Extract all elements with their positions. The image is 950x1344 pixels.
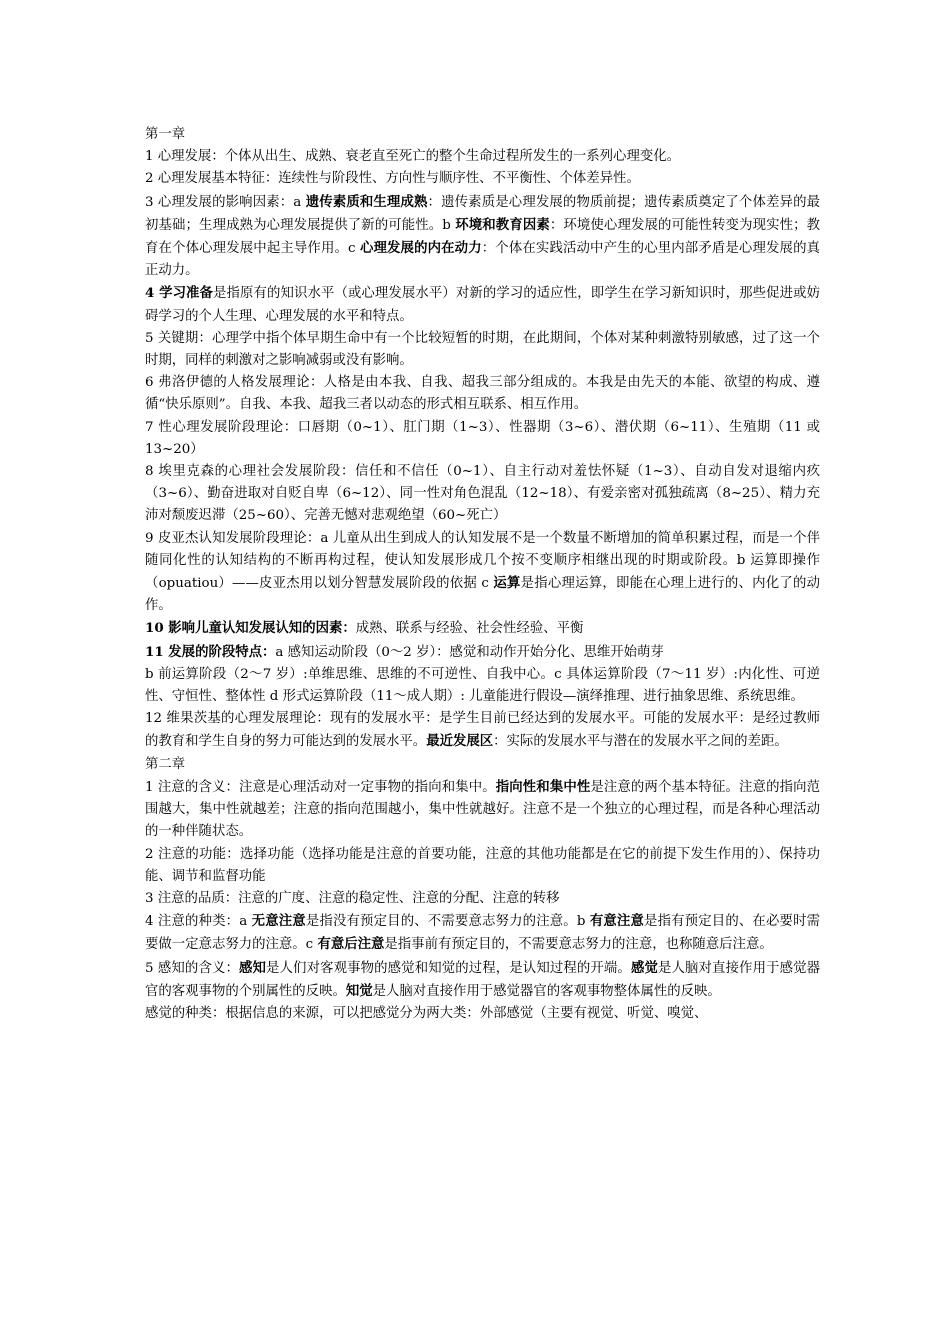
text-run: 2 注意的功能：选择功能（选择功能是注意的首要功能，注意的其他功能都是在它的前提下发生作用的）、保持功能、调节和监督功能 (145, 846, 820, 884)
text-run: 5 感知的含义： (145, 960, 239, 976)
text-run: 是指事前有预定目的，不需要意志努力的注意，也称随意后注意。 (384, 937, 773, 953)
text-run: 7 性心理发展阶段理论：口唇期（0~1）、肛门期（1~3）、性器期（3~6）、潜伏期（6~11）、生殖期（11 或 13~20） (145, 419, 820, 457)
bold-term: 遗传素质和生理成熟 (305, 193, 428, 210)
text-run: 是指没有预定目的、不需要意志努力的注意。b (305, 914, 590, 930)
text-run: 是人们对客观事物的感觉和知觉的过程，是认知过程的开端。 (266, 960, 631, 976)
text-run: 4 注意的种类：a (145, 914, 252, 930)
paragraph-2 (145, 168, 820, 190)
text-run: 3 心理发展的影响因素：a (145, 194, 306, 210)
paragraph-9 (145, 528, 820, 618)
paragraph-11 (145, 641, 820, 664)
paragraph-12 (145, 708, 820, 753)
paragraph-1 (145, 146, 820, 168)
bold-term: 无意注意 (251, 913, 306, 930)
text-run: 6 弗洛伊德的人格发展理论：人格是由本我、自我、超我三部分组成的。本我是由先天的本能、欲望的构成、遵循“快乐原则”。自我、本我、超我三者以动态的形式相互联系、相互作用。 (145, 375, 820, 413)
bold-term: 感觉 (630, 959, 658, 976)
paragraph-4 (145, 282, 820, 327)
text-run: 感觉的种类：根据信息的来源，可以把感觉分为两大类：外部感觉（主要有视觉、听觉、嗅觉、 (145, 1005, 708, 1021)
text-run: ：实际的发展水平与潜在的发展水平之间的差距。 (493, 734, 788, 750)
text-run: 成熟、联系与经验、社会性经验、平衡 (355, 621, 584, 637)
bold-term: 知觉 (345, 982, 373, 999)
paragraph-ch2-6 (145, 1003, 820, 1025)
paragraph-7 (145, 417, 820, 461)
text-run: 1 心理发展：个体从出生、成熟、衰老直至死亡的整个生命过程所发生的一系列心理变化。 (145, 149, 681, 165)
text-run: 3 注意的品质：注意的广度、注意的稳定性、注意的分配、注意的转移 (145, 890, 560, 906)
chapter-heading-1: 第一章 (145, 127, 186, 142)
paragraph-6 (145, 372, 820, 416)
text-run: 是指原有的知识水平（或心理发展水平）对新的学习的适应性，即学生在学习新知识时，那些促进或妨碍学习的个人生理、心理发展的水平和特点。 (145, 286, 820, 324)
text-run: ：遗传素质是心理发展的物质前提；遗传素质奠定了个体差异的最初基础；生理成熟为心理发展提供了新的可能性。b (145, 194, 821, 233)
text-run: 1 注意的含义：注意是心理活动对一定事物的指向和集中。 (145, 779, 496, 795)
paragraph-8 (145, 461, 820, 528)
paragraph-ch2-4 (145, 910, 820, 956)
paragraph-ch2-5 (145, 957, 820, 1003)
paragraph-10 (145, 617, 820, 640)
text-run: ：环境使心理发展的可能性转变为现实性；教育在个体心理发展中起主导作用。c (145, 217, 821, 257)
bold-term: 感知 (239, 959, 267, 976)
bold-term: 有意后注意 (317, 936, 385, 953)
text-run: 9 皮亚杰认知发展阶段理论：a 儿童从出生到成人的认知发展不是一个数量不断增加的简单积累过程，而是一个伴随同化性的认知结构的不断再构过程，使认知发展形成几个按不变顺序相继出现的时期或阶段。b 运算即操作（opuatiou）——皮亚杰用以划分智慧发展阶段的依据 c (145, 530, 820, 592)
text-run: a 感知运动阶段（0～2 岁）：感觉和动作开始分化、思维开始萌芽 (275, 644, 664, 660)
bold-term: 运算 (493, 575, 521, 592)
bold-term: 指向性和集中性 (495, 778, 591, 795)
text-run: 2 心理发展基本特征：连续性与阶段性、方向性与顺序性、不平衡性、个体差异性。 (145, 171, 640, 187)
bold-term: 环境和教育因素 (455, 216, 550, 233)
bold-term: 最近发展区 (426, 733, 494, 750)
text-run: 8 埃里克森的心理社会发展阶段：信任和不信任（0~1）、自主行动对羞怯怀疑（1~3）、自动自发对退缩内疚（3~6）、勤奋进取对自贬自卑（6~12）、同一性对角色混乱（12~18）、有爱亲密对孤独疏离（8~25）、精力充沛对颓废迟滞（25~60）、完善无憾对悲观绝望（60~死亡） (145, 464, 820, 524)
text-run: 是人脑对直接作用于感觉器官的客观事物的个别属性的反映。 (145, 960, 821, 999)
text-run: ：个体在实践活动中产生的心里内部矛盾是心理发展的真正动力。 (145, 241, 821, 279)
bold-term: 11 发展的阶段特点： (145, 643, 276, 660)
paragraph-ch2-3 (145, 888, 820, 910)
text-run: 是人脑对直接作用于感觉器官的客观事物整体属性的反映。 (372, 983, 721, 999)
text-run: 是注意的两个基本特征。注意的指向范围越大，集中性就越差；注意的指向范围越小，集中性就越好。注意不是一个独立的心理过程，而是各种心理活动的一种伴随状态。 (145, 779, 820, 840)
chapter-heading-2: 第二章 (145, 756, 186, 772)
paragraph-5 (145, 328, 820, 372)
paragraph-ch2-1 (145, 776, 820, 844)
bold-term: 10 影响儿童认知发展认知的因素： (145, 620, 356, 637)
bold-term: 心理发展的内在动力 (359, 240, 482, 257)
text-run: 12 维果茨基的心理发展理论：现有的发展水平：是学生目前已经达到的发展水平。可能的发展水平：是经过教师的教育和学生自身的努力可能达到的发展水平。 (145, 711, 820, 750)
paragraph-3 (145, 191, 820, 283)
document-page (145, 124, 820, 1025)
text-run: b 前运算阶段（2～7 岁）:单维思维、思维的不可逆性、自我中心。c 具体运算阶段（7～11 岁）:内化性、可逆性、守恒性、整体性 d 形式运算阶段（11～成人期）: 儿童能进行假设—演绎推理、进行抽象思维、系统思维。 (145, 666, 820, 705)
bold-term: 4 学习准备 (145, 285, 214, 302)
paragraph-ch2-2 (145, 844, 820, 888)
text-run: 是指有预定目的、在必要时需要做一定意志努力的注意。c (145, 914, 821, 953)
text-run: 是指心理运算，即能在心理上进行的、内化了的动作。 (145, 576, 821, 614)
bold-term: 有意注意 (589, 913, 645, 930)
paragraph-11-continued (145, 664, 820, 708)
text-run: 5 关键期：心理学中指个体早期生命中有一个比较短暂的时期，在此期间，个体对某种刺激特别敏感，过了这一个时期，同样的刺激对之影响减弱或没有影响。 (145, 330, 820, 369)
